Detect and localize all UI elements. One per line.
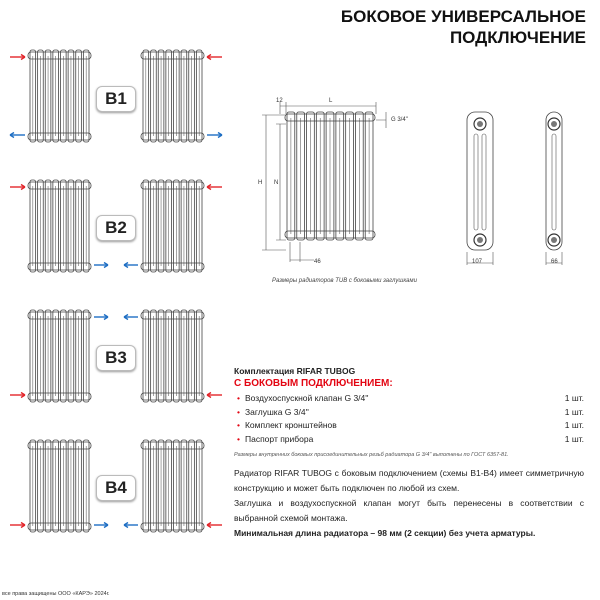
flow-arrow-icon [124,263,138,268]
kit-item-qty: 1 шт. [564,406,584,417]
kit-item-qty: 1 шт. [564,393,584,403]
dim-46: 46 [314,259,321,265]
kit-section [234,366,584,458]
scheme-label-b3: B3 [96,345,136,371]
flow-arrow-icon [207,55,222,60]
kit-item-qty: 1 шт. [564,433,584,444]
kit-item [234,433,584,447]
kit-item-name: Паспорт прибора [244,433,314,444]
flow-arrow-icon [10,185,25,190]
dim-l: L [329,98,333,104]
radiator [28,310,91,402]
flow-arrow-icon [94,523,108,528]
radiator [141,180,204,272]
flow-arrow-icon [207,523,222,528]
radiator [28,440,91,532]
side-body [467,112,493,250]
bullet-icon: • [237,406,240,417]
kit-item [234,419,584,433]
narrow-side-view [546,112,562,265]
flow-arrow-icon [207,133,222,138]
flow-arrow-icon [207,185,222,190]
kit-item [234,406,584,420]
radiator [28,50,91,142]
flow-arrow-icon [10,393,25,398]
description-p1: Радиатор RIFAR TUBOG с боковым подключением (схемы B1-B4) имеет симметричную конструкцию и может быть подключен по любой из схем. [234,468,584,493]
dim-12: 12 [276,98,283,104]
dim-107: 107 [472,259,483,265]
dim-h: H [258,180,263,186]
radiator [141,440,204,532]
description-p3: Минимальная длина радиатора – 98 мм (2 секции) без учета арматуры. [234,528,536,538]
bullet-icon: • [237,393,240,403]
page-title: БОКОВОЕ УНИВЕРСАЛЬНОЕ ПОДКЛЮЧЕНИЕ [340,7,586,47]
bullet-icon: • [237,433,240,444]
flow-arrow-icon [124,315,138,320]
scheme-label-b1: B1 [96,86,136,112]
kit-heading: Комплектация RIFAR TUBOG [234,366,356,376]
flow-arrow-icon [94,315,108,320]
dimension-drawing [250,90,600,280]
flow-arrow-icon [10,523,25,528]
radiator [285,112,375,240]
flow-arrow-icon [124,523,138,528]
connector-core [477,121,483,127]
flow-arrow-icon [10,55,25,60]
kit-item-name: Заглушка G 3/4'' [244,406,309,417]
description-p2: Заглушка и воздухоспускной клапан могут быть перенесены в соответствии с выбранной схемой монтажа. [234,498,584,523]
dim-66: 66 [551,259,558,265]
kit-subheading: С БОКОВЫМ ПОДКЛЮЧЕНИЕМ: [234,378,393,389]
front-side-view [467,112,493,265]
kit-item-name: Воздухоспускной клапан G 3/4'' [244,393,369,403]
kit-item [234,392,584,406]
flow-arrow-icon [10,133,25,138]
side-body [546,112,562,250]
copyright: все права защищены ООО «КАРЭ» 2024г. [2,591,110,597]
connector-core [551,121,557,127]
flow-arrow-icon [207,393,222,398]
connector-core [551,237,557,243]
thread-label: G 3/4'' [391,117,408,123]
scheme-label-b2: B2 [96,215,136,241]
radiator [141,50,204,142]
bullet-icon: • [237,420,240,430]
kit-note: Размеры внутренних боковых присоединительных резьб радиатора G 3/4'' выполнены по ГОСТ 6357-81. [234,452,509,458]
connector-core [477,237,483,243]
description [234,466,584,541]
kit-item-qty: 1 шт. [564,420,584,430]
drawing-caption: Размеры радиаторов TUB с боковыми заглушками [272,278,417,284]
scheme-label-b4: B4 [96,475,136,501]
kit-item-name: Комплект кронштейнов [244,420,337,430]
flow-arrow-icon [94,263,108,268]
dim-n: N [274,180,279,186]
radiator [28,180,91,272]
radiator [141,310,204,402]
